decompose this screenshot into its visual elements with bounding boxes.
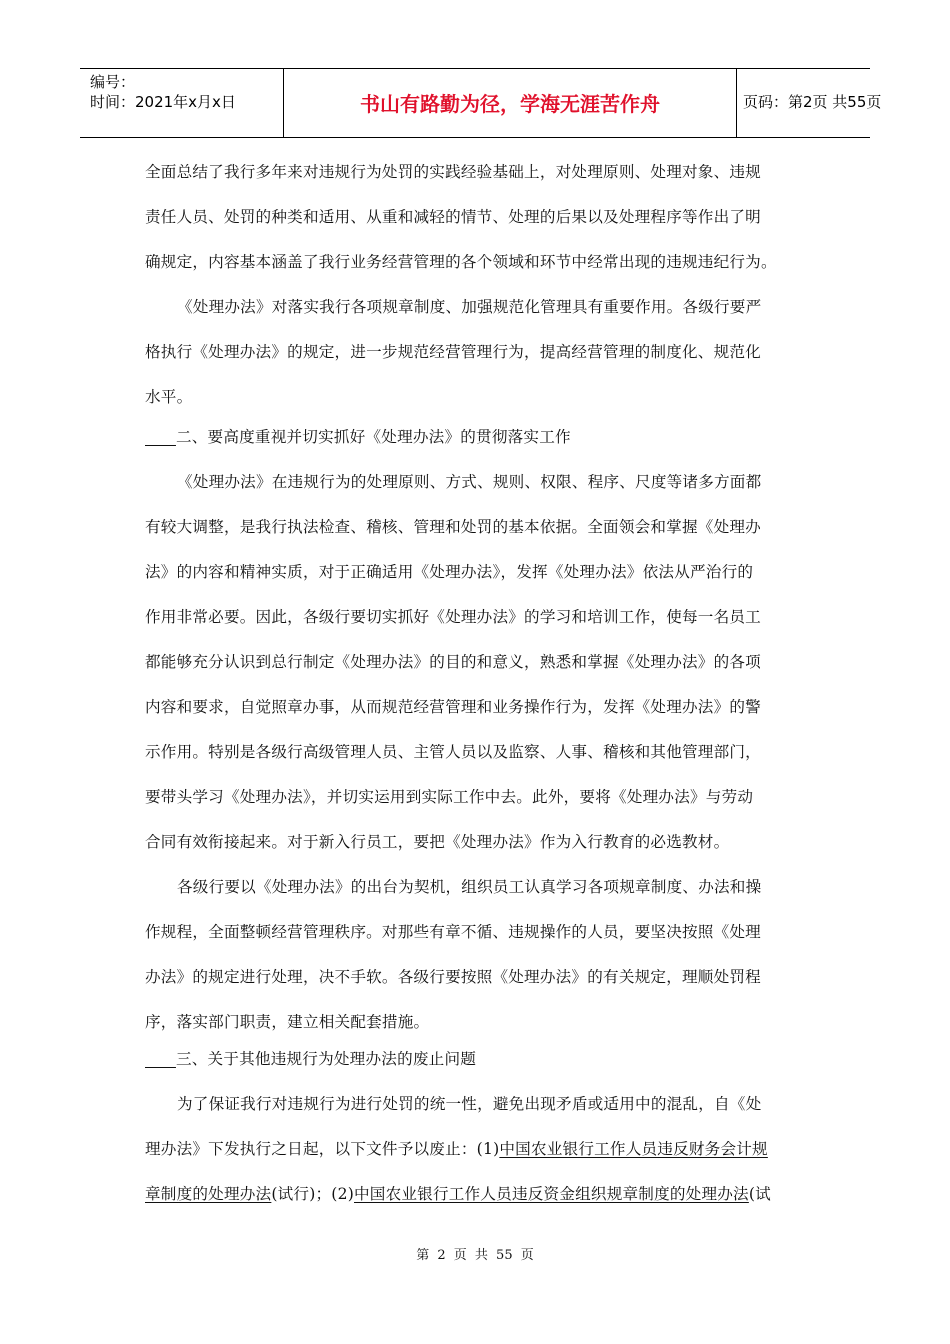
text-line: 办法》的规定进行处理，决不手软。各级行要按照《处理办法》的有关规定，理顺处罚程 <box>145 968 761 986</box>
repealed-document-title: 章制度的处理办法 <box>145 1185 272 1203</box>
text-line: 责任人员、处罚的种类和适用、从重和减轻的情节、处理的后果以及处理程序等作出了明 <box>145 208 761 226</box>
text-segment: 理办法》下发执行之日起，以下文件予以废止：(1) <box>145 1140 500 1158</box>
text-line: 序，落实部门职责，建立相关配套措施。 <box>145 1013 430 1031</box>
section-heading <box>145 1049 476 1069</box>
text-line: 《处理办法》对落实我行各项规章制度、加强规范化管理具有重要作用。各级行要严 <box>177 298 762 316</box>
text-line: 有较大调整，是我行执法检查、稽核、管理和处罚的基本依据。全面领会和掌握《处理办 <box>145 518 761 536</box>
text-segment: (试行)；(2) <box>271 1185 354 1203</box>
repealed-document-title: 中国农业银行工作人员违反资金组织规章制度的处理办法 <box>354 1185 749 1203</box>
text-line: 水平。 <box>145 388 193 406</box>
text-line: 为了保证我行对违规行为进行处罚的统一性，避免出现矛盾或适用中的混乱，自《处 <box>177 1095 762 1113</box>
header-motto-cell <box>283 69 737 137</box>
text-line: 确规定，内容基本涵盖了我行业务经营管理的各个领域和环节中经常出现的违规违纪行为。 <box>145 253 777 271</box>
text-line: 作用非常必要。因此，各级行要切实抓好《处理办法》的学习和培训工作，使每一名员工 <box>145 608 761 626</box>
motto-text: 书山有路勤为径，学海无涯苦作舟 <box>360 92 660 116</box>
page-info: 页码：第2页 共55页 <box>743 93 882 111</box>
section-heading-text: 二、要高度重视并切实抓好《处理办法》的贯彻落实工作 <box>175 428 571 446</box>
text-line: 法》的内容和精神实质，对于正确适用《处理办法》，发挥《处理办法》依法从严治行的 <box>145 563 754 581</box>
repealed-document-title: 中国农业银行工作人员违反财务会计规 <box>499 1140 768 1158</box>
text-line: 各级行要以《处理办法》的出台为契机，组织员工认真学习各项规章制度、办法和操 <box>177 878 762 896</box>
document-date: 时间：2021年x月x日 <box>90 93 236 111</box>
page-footer: 第 2 页 共 55 页 <box>416 1248 534 1263</box>
section-heading <box>145 427 571 447</box>
text-line <box>145 1139 768 1159</box>
section-heading-text: 三、关于其他违规行为处理办法的废止问题 <box>175 1050 477 1068</box>
text-line: 示作用。特别是各级行高级管理人员、主管人员以及监察、人事、稽核和其他管理部门， <box>145 743 761 761</box>
text-segment: (试 <box>748 1185 771 1203</box>
text-line: 全面总结了我行多年来对违规行为处罚的实践经验基础上，对处理原则、处理对象、违规 <box>145 163 761 181</box>
text-line: 要带头学习《处理办法》，并切实运用到实际工作中去。此外，要将《处理办法》与劳动 <box>145 788 754 806</box>
text-line: 合同有效衔接起来。对于新入行员工，要把《处理办法》作为入行教育的必选教材。 <box>145 833 730 851</box>
text-line: 作规程，全面整顿经营管理秩序。对那些有章不循、违规操作的人员，要坚决按照《处理 <box>145 923 761 941</box>
text-line <box>145 1184 771 1204</box>
header-page-cell <box>735 69 882 137</box>
text-line: 《处理办法》在违规行为的处理原则、方式、规则、权限、程序、尺度等诸多方面都 <box>177 473 762 491</box>
text-line: 格执行《处理办法》的规定，进一步规范经营管理行为，提高经营管理的制度化、规范化 <box>145 343 761 361</box>
document-number-label: 编号： <box>90 73 136 91</box>
header-table <box>80 68 882 138</box>
text-line: 都能够充分认识到总行制定《处理办法》的目的和意义，熟悉和掌握《处理办法》的各项 <box>145 653 761 671</box>
text-line: 内容和要求，自觉照章办事，从而规范经营管理和业务操作行为，发挥《处理办法》的警 <box>145 698 761 716</box>
header-left-cell <box>80 69 283 137</box>
